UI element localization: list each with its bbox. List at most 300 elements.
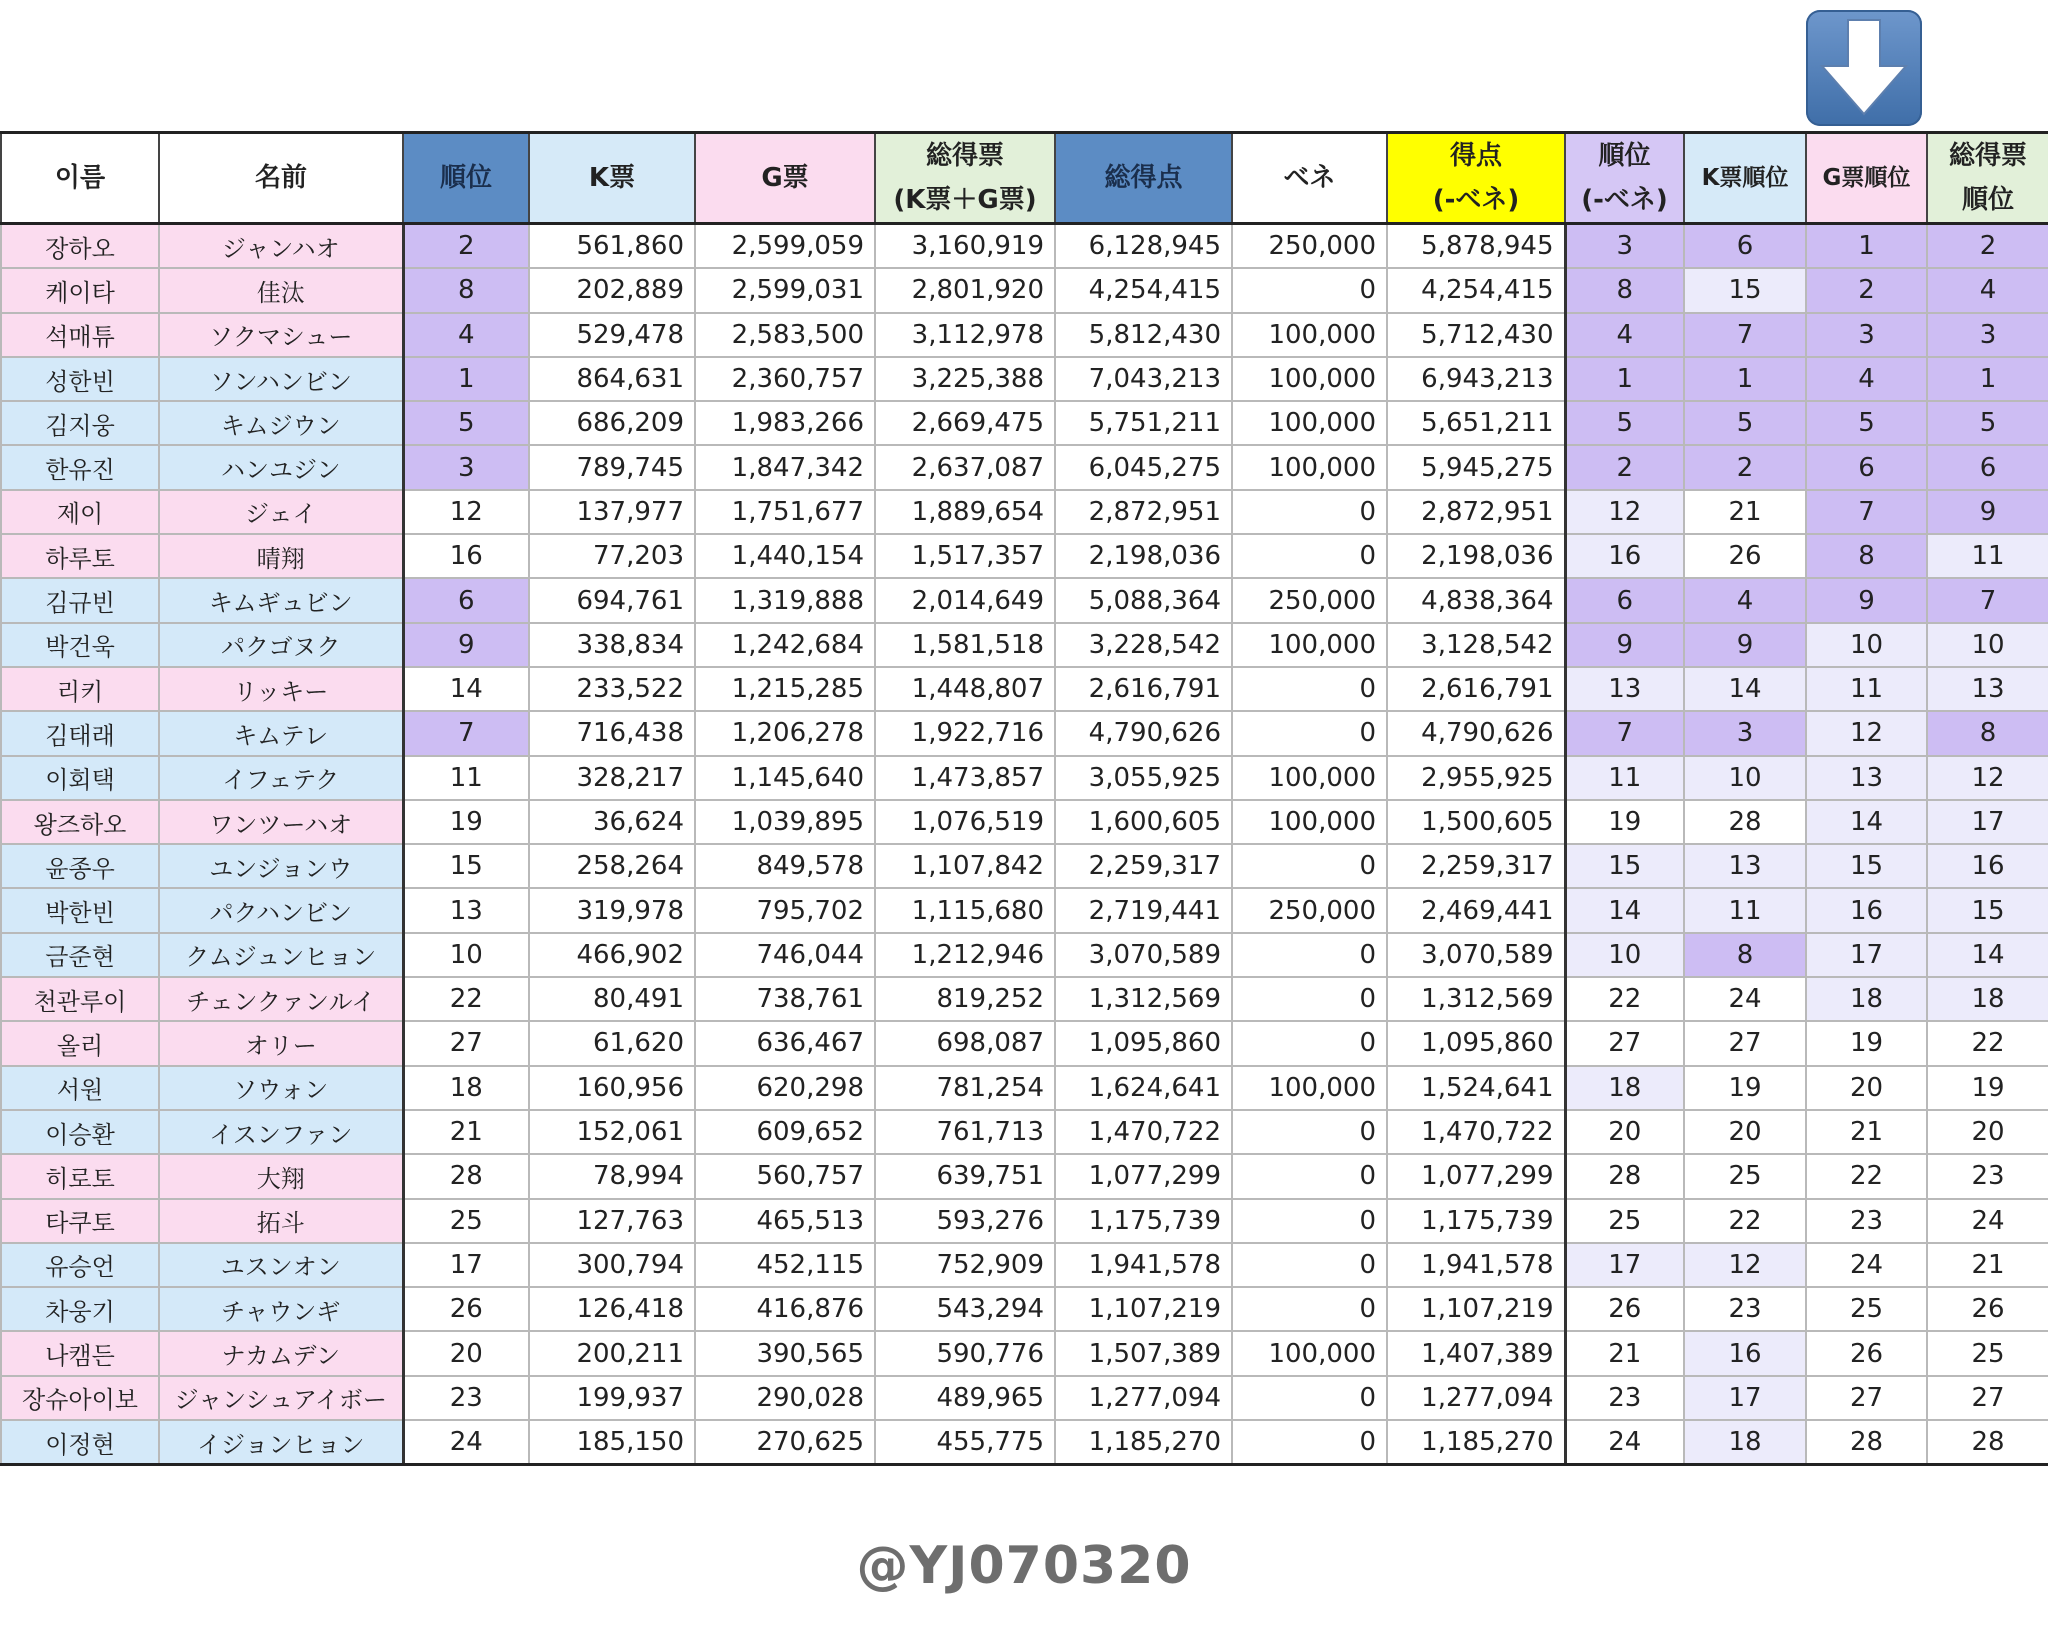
cell-g-rank: 25: [1806, 1287, 1927, 1331]
header-name-jp: 名前: [159, 133, 403, 224]
cell-g-rank: 8: [1806, 534, 1927, 578]
cell-g-votes: 416,876: [695, 1287, 875, 1331]
cell-name-jp: イジョンヒョン: [159, 1420, 403, 1465]
cell-bene: 0: [1232, 1376, 1387, 1420]
cell-g-votes: 1,847,342: [695, 445, 875, 489]
cell-g-rank: 24: [1806, 1243, 1927, 1287]
cell-g-votes: 636,467: [695, 1021, 875, 1065]
cell-k-rank: 6: [1684, 224, 1806, 269]
cell-bene: 0: [1232, 534, 1387, 578]
cell-g-votes: 620,298: [695, 1066, 875, 1110]
table-row: [1, 933, 2048, 977]
cell-rank-minus-bene: 10: [1565, 933, 1684, 977]
cell-bene: 0: [1232, 1287, 1387, 1331]
header-rank-minus-line2: (-ベネ): [1581, 185, 1668, 215]
cell-total-rank: 26: [1927, 1287, 2048, 1331]
cell-name-kr: 윤종우: [1, 844, 159, 888]
cell-k-votes: 466,902: [529, 933, 695, 977]
cell-total-rank: 6: [1927, 445, 2048, 489]
cell-k-rank: 27: [1684, 1021, 1806, 1065]
cell-bene: 0: [1232, 1021, 1387, 1065]
cell-k-votes: 300,794: [529, 1243, 695, 1287]
cell-k-rank: 21: [1684, 490, 1806, 534]
cell-score-minus-bene: 1,941,578: [1387, 1243, 1565, 1287]
cell-score-minus-bene: 2,872,951: [1387, 490, 1565, 534]
cell-total-votes: 1,115,680: [875, 888, 1055, 932]
header-score-minus-bene: [1387, 133, 1565, 224]
cell-rank-minus-bene: 19: [1565, 800, 1684, 844]
cell-score-minus-bene: 2,259,317: [1387, 844, 1565, 888]
table-row: [1, 445, 2048, 489]
cell-rank-minus-bene: 12: [1565, 490, 1684, 534]
cell-g-rank: 27: [1806, 1376, 1927, 1420]
table-row: [1, 401, 2048, 445]
cell-k-rank: 23: [1684, 1287, 1806, 1331]
cell-k-rank: 4: [1684, 578, 1806, 622]
table-row: [1, 1021, 2048, 1065]
cell-name-kr: 김규빈: [1, 578, 159, 622]
cell-total-rank: 11: [1927, 534, 2048, 578]
cell-k-votes: 127,763: [529, 1199, 695, 1243]
cell-g-votes: 1,145,640: [695, 756, 875, 800]
cell-rank: 3: [403, 445, 529, 489]
cell-rank: 15: [403, 844, 529, 888]
cell-k-rank: 11: [1684, 888, 1806, 932]
cell-name-kr: 이승환: [1, 1110, 159, 1154]
cell-total-rank: 1: [1927, 357, 2048, 401]
cell-rank-minus-bene: 9: [1565, 623, 1684, 667]
cell-total-votes: 1,889,654: [875, 490, 1055, 534]
cell-k-votes: 126,418: [529, 1287, 695, 1331]
cell-total-score: 6,128,945: [1055, 224, 1232, 269]
cell-g-votes: 1,039,895: [695, 800, 875, 844]
cell-k-rank: 13: [1684, 844, 1806, 888]
cell-g-rank: 5: [1806, 401, 1927, 445]
cell-total-score: 1,624,641: [1055, 1066, 1232, 1110]
cell-name-kr: 히로토: [1, 1154, 159, 1198]
table-row: [1, 224, 2048, 269]
cell-total-score: 2,259,317: [1055, 844, 1232, 888]
cell-name-kr: 김태래: [1, 711, 159, 755]
header-name-kr: 이름: [1, 133, 159, 224]
cell-total-votes: 1,473,857: [875, 756, 1055, 800]
cell-bene: 0: [1232, 268, 1387, 312]
cell-bene: 250,000: [1232, 888, 1387, 932]
cell-score-minus-bene: 1,312,569: [1387, 977, 1565, 1021]
cell-name-jp: イフェテク: [159, 756, 403, 800]
cell-bene: 0: [1232, 1154, 1387, 1198]
cell-k-rank: 10: [1684, 756, 1806, 800]
cell-rank-minus-bene: 1: [1565, 357, 1684, 401]
cell-total-score: 5,088,364: [1055, 578, 1232, 622]
cell-name-jp: ソウォン: [159, 1066, 403, 1110]
cell-total-votes: 1,448,807: [875, 667, 1055, 711]
cell-rank-minus-bene: 25: [1565, 1199, 1684, 1243]
cell-name-jp: ジェイ: [159, 490, 403, 534]
cell-g-votes: 795,702: [695, 888, 875, 932]
cell-g-rank: 9: [1806, 578, 1927, 622]
cell-bene: 0: [1232, 933, 1387, 977]
cell-g-votes: 2,599,031: [695, 268, 875, 312]
cell-score-minus-bene: 1,407,389: [1387, 1331, 1565, 1375]
cell-name-jp: チャウンギ: [159, 1287, 403, 1331]
cell-name-kr: 석매튜: [1, 313, 159, 357]
table-row: [1, 711, 2048, 755]
header-total-votes-line1: 総得票: [925, 141, 1004, 171]
cell-total-votes: 639,751: [875, 1154, 1055, 1198]
cell-g-votes: 609,652: [695, 1110, 875, 1154]
table-row: [1, 977, 2048, 1021]
cell-name-kr: 성한빈: [1, 357, 159, 401]
cell-total-rank: 3: [1927, 313, 2048, 357]
cell-g-votes: 452,115: [695, 1243, 875, 1287]
cell-score-minus-bene: 1,500,605: [1387, 800, 1565, 844]
cell-total-votes: 593,276: [875, 1199, 1055, 1243]
cell-bene: 100,000: [1232, 800, 1387, 844]
cell-total-rank: 24: [1927, 1199, 2048, 1243]
cell-total-rank: 18: [1927, 977, 2048, 1021]
cell-name-jp: ジャンハオ: [159, 224, 403, 269]
cell-rank-minus-bene: 26: [1565, 1287, 1684, 1331]
cell-rank-minus-bene: 17: [1565, 1243, 1684, 1287]
cell-score-minus-bene: 1,524,641: [1387, 1066, 1565, 1110]
cell-name-kr: 하루토: [1, 534, 159, 578]
cell-total-rank: 21: [1927, 1243, 2048, 1287]
cell-g-votes: 1,751,677: [695, 490, 875, 534]
cell-k-votes: 789,745: [529, 445, 695, 489]
cell-rank-minus-bene: 22: [1565, 977, 1684, 1021]
cell-total-rank: 19: [1927, 1066, 2048, 1110]
table-row: [1, 1420, 2048, 1465]
cell-g-rank: 4: [1806, 357, 1927, 401]
cell-total-score: 4,254,415: [1055, 268, 1232, 312]
cell-total-rank: 9: [1927, 490, 2048, 534]
cell-total-votes: 781,254: [875, 1066, 1055, 1110]
cell-k-votes: 529,478: [529, 313, 695, 357]
cell-rank-minus-bene: 13: [1565, 667, 1684, 711]
arrow-down-icon: [1806, 10, 1922, 126]
cell-bene: 100,000: [1232, 756, 1387, 800]
cell-bene: 0: [1232, 1243, 1387, 1287]
cell-k-votes: 36,624: [529, 800, 695, 844]
cell-g-rank: 12: [1806, 711, 1927, 755]
cell-total-rank: 16: [1927, 844, 2048, 888]
table-row: [1, 800, 2048, 844]
cell-total-rank: 14: [1927, 933, 2048, 977]
cell-g-rank: 23: [1806, 1199, 1927, 1243]
cell-g-rank: 2: [1806, 268, 1927, 312]
cell-total-votes: 1,212,946: [875, 933, 1055, 977]
cell-total-rank: 8: [1927, 711, 2048, 755]
table-row: [1, 888, 2048, 932]
cell-rank-minus-bene: 20: [1565, 1110, 1684, 1154]
cell-total-votes: 455,775: [875, 1420, 1055, 1465]
cell-name-kr: 제이: [1, 490, 159, 534]
cell-rank: 6: [403, 578, 529, 622]
cell-total-rank: 20: [1927, 1110, 2048, 1154]
table-row: [1, 268, 2048, 312]
table-row: [1, 1331, 2048, 1375]
cell-g-votes: 1,319,888: [695, 578, 875, 622]
cell-score-minus-bene: 4,838,364: [1387, 578, 1565, 622]
table-row: [1, 756, 2048, 800]
cell-k-rank: 1: [1684, 357, 1806, 401]
header-k-rank: K票順位: [1684, 133, 1806, 224]
header-bene: ベネ: [1232, 133, 1387, 224]
cell-rank-minus-bene: 15: [1565, 844, 1684, 888]
cell-name-kr: 나캠든: [1, 1331, 159, 1375]
cell-rank-minus-bene: 18: [1565, 1066, 1684, 1110]
cell-total-score: 1,077,299: [1055, 1154, 1232, 1198]
cell-k-votes: 185,150: [529, 1420, 695, 1465]
cell-name-jp: 拓斗: [159, 1199, 403, 1243]
cell-total-votes: 1,107,842: [875, 844, 1055, 888]
cell-k-rank: 12: [1684, 1243, 1806, 1287]
cell-total-score: 1,312,569: [1055, 977, 1232, 1021]
header-total-rank-line2: 順位: [1961, 185, 2014, 215]
cell-total-votes: 3,225,388: [875, 357, 1055, 401]
cell-total-votes: 1,076,519: [875, 800, 1055, 844]
download-arrow-button[interactable]: [1806, 10, 1922, 126]
header-total-score: 総得点: [1055, 133, 1232, 224]
header-total-votes: [875, 133, 1055, 224]
cell-name-kr: 금준현: [1, 933, 159, 977]
cell-name-jp: キムギュビン: [159, 578, 403, 622]
cell-total-score: 1,507,389: [1055, 1331, 1232, 1375]
cell-rank: 12: [403, 490, 529, 534]
cell-g-rank: 21: [1806, 1110, 1927, 1154]
cell-rank-minus-bene: 3: [1565, 224, 1684, 269]
cell-k-votes: 80,491: [529, 977, 695, 1021]
cell-total-rank: 4: [1927, 268, 2048, 312]
cell-rank: 11: [403, 756, 529, 800]
cell-k-votes: 200,211: [529, 1331, 695, 1375]
header-g-rank: G票順位: [1806, 133, 1927, 224]
header-row: [1, 133, 2048, 224]
cell-bene: 100,000: [1232, 1066, 1387, 1110]
cell-score-minus-bene: 2,955,925: [1387, 756, 1565, 800]
cell-g-rank: 7: [1806, 490, 1927, 534]
cell-score-minus-bene: 4,254,415: [1387, 268, 1565, 312]
cell-g-votes: 1,242,684: [695, 623, 875, 667]
cell-total-votes: 2,637,087: [875, 445, 1055, 489]
cell-rank: 18: [403, 1066, 529, 1110]
cell-rank-minus-bene: 8: [1565, 268, 1684, 312]
cell-total-votes: 590,776: [875, 1331, 1055, 1375]
cell-rank-minus-bene: 16: [1565, 534, 1684, 578]
cell-total-votes: 2,669,475: [875, 401, 1055, 445]
cell-g-rank: 18: [1806, 977, 1927, 1021]
cell-total-rank: 25: [1927, 1331, 2048, 1375]
cell-k-rank: 17: [1684, 1376, 1806, 1420]
cell-name-kr: 타쿠토: [1, 1199, 159, 1243]
cell-rank: 16: [403, 534, 529, 578]
header-rank-minus-line1: 順位: [1598, 141, 1651, 171]
cell-k-rank: 2: [1684, 445, 1806, 489]
cell-name-jp: イスンファン: [159, 1110, 403, 1154]
cell-rank: 22: [403, 977, 529, 1021]
cell-g-rank: 22: [1806, 1154, 1927, 1198]
cell-bene: 250,000: [1232, 578, 1387, 622]
cell-g-votes: 738,761: [695, 977, 875, 1021]
cell-score-minus-bene: 2,616,791: [1387, 667, 1565, 711]
cell-rank: 19: [403, 800, 529, 844]
cell-g-votes: 390,565: [695, 1331, 875, 1375]
table-row: [1, 1154, 2048, 1198]
cell-rank-minus-bene: 24: [1565, 1420, 1684, 1465]
cell-name-jp: ナカムデン: [159, 1331, 403, 1375]
cell-bene: 100,000: [1232, 445, 1387, 489]
cell-bene: 100,000: [1232, 623, 1387, 667]
cell-total-rank: 7: [1927, 578, 2048, 622]
cell-score-minus-bene: 1,185,270: [1387, 1420, 1565, 1465]
cell-score-minus-bene: 5,651,211: [1387, 401, 1565, 445]
cell-g-votes: 290,028: [695, 1376, 875, 1420]
cell-bene: 0: [1232, 667, 1387, 711]
cell-g-votes: 849,578: [695, 844, 875, 888]
cell-bene: 100,000: [1232, 357, 1387, 401]
cell-rank: 2: [403, 224, 529, 269]
cell-total-votes: 489,965: [875, 1376, 1055, 1420]
cell-score-minus-bene: 1,277,094: [1387, 1376, 1565, 1420]
cell-bene: 0: [1232, 977, 1387, 1021]
header-score-line1: 得点: [1449, 141, 1502, 171]
cell-rank: 1: [403, 357, 529, 401]
cell-name-jp: ユンジョンウ: [159, 844, 403, 888]
cell-g-rank: 6: [1806, 445, 1927, 489]
cell-total-votes: 543,294: [875, 1287, 1055, 1331]
cell-name-kr: 이회택: [1, 756, 159, 800]
cell-name-jp: ハンユジン: [159, 445, 403, 489]
cell-k-votes: 694,761: [529, 578, 695, 622]
cell-name-kr: 리키: [1, 667, 159, 711]
cell-score-minus-bene: 6,943,213: [1387, 357, 1565, 401]
header-total-rank-line1: 総得票: [1948, 141, 2027, 171]
cell-name-kr: 한유진: [1, 445, 159, 489]
cell-name-kr: 장슈아이보: [1, 1376, 159, 1420]
cell-k-rank: 18: [1684, 1420, 1806, 1465]
cell-rank-minus-bene: 14: [1565, 888, 1684, 932]
cell-name-kr: 박한빈: [1, 888, 159, 932]
cell-k-votes: 233,522: [529, 667, 695, 711]
cell-total-rank: 10: [1927, 623, 2048, 667]
cell-name-kr: 천관루이: [1, 977, 159, 1021]
cell-k-rank: 16: [1684, 1331, 1806, 1375]
cell-total-rank: 17: [1927, 800, 2048, 844]
table-row: [1, 844, 2048, 888]
cell-k-rank: 15: [1684, 268, 1806, 312]
cell-g-votes: 1,215,285: [695, 667, 875, 711]
cell-rank: 4: [403, 313, 529, 357]
cell-total-rank: 22: [1927, 1021, 2048, 1065]
cell-rank: 20: [403, 1331, 529, 1375]
cell-score-minus-bene: 5,878,945: [1387, 224, 1565, 269]
cell-score-minus-bene: 1,175,739: [1387, 1199, 1565, 1243]
cell-total-score: 1,175,739: [1055, 1199, 1232, 1243]
header-g-votes: G票: [695, 133, 875, 224]
cell-total-rank: 15: [1927, 888, 2048, 932]
table-row: [1, 578, 2048, 622]
cell-rank: 7: [403, 711, 529, 755]
cell-bene: 100,000: [1232, 313, 1387, 357]
cell-g-rank: 19: [1806, 1021, 1927, 1065]
cell-total-score: 2,872,951: [1055, 490, 1232, 534]
cell-total-votes: 819,252: [875, 977, 1055, 1021]
cell-g-rank: 1: [1806, 224, 1927, 269]
cell-k-rank: 8: [1684, 933, 1806, 977]
cell-total-rank: 12: [1927, 756, 2048, 800]
cell-total-score: 5,812,430: [1055, 313, 1232, 357]
cell-total-score: 2,616,791: [1055, 667, 1232, 711]
cell-name-jp: チェンクァンルイ: [159, 977, 403, 1021]
cell-k-votes: 137,977: [529, 490, 695, 534]
cell-total-votes: 698,087: [875, 1021, 1055, 1065]
cell-name-kr: 유승언: [1, 1243, 159, 1287]
cell-name-jp: ユスンオン: [159, 1243, 403, 1287]
cell-rank-minus-bene: 7: [1565, 711, 1684, 755]
cell-total-rank: 28: [1927, 1420, 2048, 1465]
table-row: [1, 1066, 2048, 1110]
cell-bene: 0: [1232, 844, 1387, 888]
cell-bene: 0: [1232, 1199, 1387, 1243]
cell-total-votes: 1,517,357: [875, 534, 1055, 578]
cell-g-rank: 3: [1806, 313, 1927, 357]
table-row: [1, 357, 2048, 401]
cell-g-votes: 560,757: [695, 1154, 875, 1198]
cell-total-score: 1,095,860: [1055, 1021, 1232, 1065]
cell-g-rank: 20: [1806, 1066, 1927, 1110]
cell-total-score: 5,751,211: [1055, 401, 1232, 445]
cell-rank: 17: [403, 1243, 529, 1287]
cell-rank-minus-bene: 5: [1565, 401, 1684, 445]
cell-rank-minus-bene: 6: [1565, 578, 1684, 622]
cell-name-jp: オリー: [159, 1021, 403, 1065]
cell-name-jp: リッキー: [159, 667, 403, 711]
cell-total-rank: 23: [1927, 1154, 2048, 1198]
cell-total-score: 3,055,925: [1055, 756, 1232, 800]
header-total-votes-line2: (K票＋G票): [893, 185, 1037, 215]
cell-total-votes: 761,713: [875, 1110, 1055, 1154]
cell-k-rank: 22: [1684, 1199, 1806, 1243]
table-row: [1, 667, 2048, 711]
cell-score-minus-bene: 1,077,299: [1387, 1154, 1565, 1198]
cell-g-votes: 2,360,757: [695, 357, 875, 401]
cell-total-votes: 2,801,920: [875, 268, 1055, 312]
cell-k-rank: 14: [1684, 667, 1806, 711]
cell-rank-minus-bene: 2: [1565, 445, 1684, 489]
cell-rank: 8: [403, 268, 529, 312]
cell-bene: 100,000: [1232, 401, 1387, 445]
cell-k-rank: 19: [1684, 1066, 1806, 1110]
cell-k-votes: 78,994: [529, 1154, 695, 1198]
header-rank-minus-bene: [1565, 133, 1684, 224]
cell-g-rank: 16: [1806, 888, 1927, 932]
table-row: [1, 1287, 2048, 1331]
cell-total-votes: 752,909: [875, 1243, 1055, 1287]
cell-rank: 13: [403, 888, 529, 932]
cell-bene: 0: [1232, 1420, 1387, 1465]
cell-name-kr: 장하오: [1, 224, 159, 269]
cell-name-jp: パクハンビン: [159, 888, 403, 932]
cell-total-votes: 1,922,716: [875, 711, 1055, 755]
cell-rank-minus-bene: 23: [1565, 1376, 1684, 1420]
table-row: [1, 1243, 2048, 1287]
cell-bene: 250,000: [1232, 224, 1387, 269]
cell-total-score: 3,228,542: [1055, 623, 1232, 667]
cell-rank: 21: [403, 1110, 529, 1154]
cell-name-kr: 올리: [1, 1021, 159, 1065]
cell-rank: 5: [403, 401, 529, 445]
